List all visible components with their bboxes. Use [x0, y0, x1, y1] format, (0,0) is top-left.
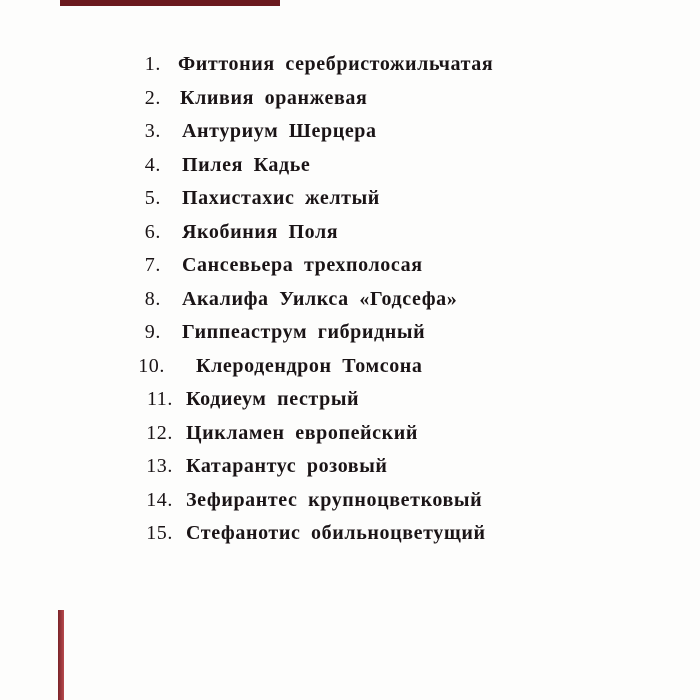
plant-item-number: 14. [146, 488, 173, 511]
plant-item-name: Пахистахис желтый [182, 187, 380, 209]
plant-item-name: Сансевьера трехполосая [182, 254, 423, 276]
top-edge-decoration [60, 0, 280, 6]
plant-item-name: Кодиеум пестрый [186, 388, 360, 410]
plant-item-number: 4. [144, 153, 161, 176]
plant-item-number: 8. [144, 287, 161, 310]
plant-item-name: Фиттония серебристожильчатая [178, 53, 494, 75]
plant-item-number: 5. [144, 187, 161, 209]
plant-item-name: Антуриум Шерцера [182, 120, 377, 142]
plant-item-name: Стефанотис обильноцветущий [186, 522, 486, 544]
plant-item-name: Цикламен европейский [186, 421, 419, 444]
plant-item-name: Пилея Кадье [182, 153, 311, 176]
plant-item-name: Клеродендрон Томсона [196, 354, 423, 377]
plant-item-number: 1. [144, 53, 161, 75]
plant-item-name: Кливия оранжевая [180, 86, 368, 109]
plant-item-name: Акалифа Уилкса «Годсефа» [182, 287, 458, 310]
left-edge-decoration [58, 610, 64, 700]
plant-item-number: 6. [144, 220, 161, 243]
plant-item-number: 3. [144, 120, 161, 142]
plant-item-name: Зефирантес крупноцветковый [186, 488, 483, 511]
plant-item-number: 2. [144, 86, 161, 109]
plant-item-name: Катарантус розовый [186, 455, 388, 477]
plant-item-number: 13. [146, 455, 173, 477]
plant-item-number: 9. [144, 321, 161, 343]
plant-item-name: Гиппеаструм гибридный [182, 321, 426, 343]
plant-item-number: 7. [144, 254, 161, 276]
plant-item-number: 10. [138, 354, 165, 377]
plant-item-number: 11. [146, 388, 173, 410]
plant-item-number: 12. [146, 421, 173, 444]
plant-item-name: Якобиния Поля [182, 220, 339, 243]
plant-item-number: 15. [146, 522, 173, 544]
